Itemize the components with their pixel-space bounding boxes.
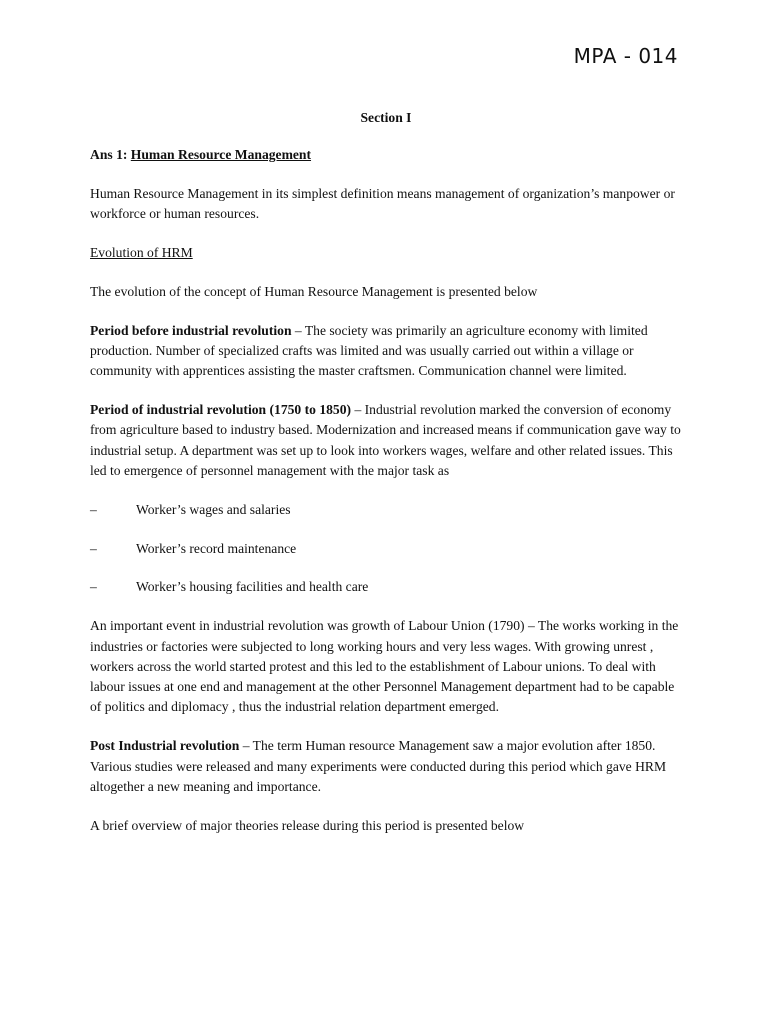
list-item-text: Worker’s housing facilities and health care	[136, 579, 369, 595]
evolution-heading: Evolution of HRM	[90, 245, 193, 261]
list-item	[90, 500, 682, 520]
list-item	[90, 577, 682, 597]
list-item	[90, 539, 682, 559]
period-before-text: – The society was primarily an agriculture economy with limited production. Number of specialized crafts was limited and was usually carried out within a village or community with apprentices assisting the master craftsmen. Communication channel were limited.	[90, 322, 648, 379]
period-before-lead: Period before industrial revolution	[90, 322, 292, 338]
post-revolution-lead: Post Industrial revolution	[90, 738, 240, 754]
period-during-paragraph	[90, 400, 682, 481]
overview-paragraph: A brief overview of major theories release during this period is presented below	[90, 817, 525, 833]
answer-title: Human Resource Management	[130, 147, 312, 163]
list-dash: –	[90, 501, 97, 517]
period-during-lead: Period of industrial revolution (1750 to 1850)	[90, 402, 352, 418]
answer-heading	[90, 145, 682, 165]
period-before-paragraph	[90, 321, 682, 382]
list-dash: –	[90, 540, 97, 556]
list-item-text: Worker’s wages and salaries	[136, 501, 291, 517]
post-revolution-text: – The term Human resource Management saw a major evolution after 1850. Various studies were released and many experiments were conducted during this period which gave HRM altogether a new meaning and importance.	[90, 738, 667, 794]
evolution-intro: The evolution of the concept of Human Resource Management is presented below	[90, 283, 538, 299]
section-title: Section I	[360, 110, 412, 125]
period-during-text: – Industrial revolution marked the conversion of economy from agriculture based to industry based. Modernization and increased means if communication gave way to industrial setup. A department was set up to look into workers wages, welfare and other related issues. This led to emergence of personnel management with the major task as	[90, 402, 681, 479]
list-dash: –	[90, 579, 97, 595]
answer-prefix: Ans 1:	[90, 147, 128, 163]
intro-paragraph: Human Resource Management in its simplest definition means management of organization’s manpower or workforce or human resources.	[90, 186, 675, 222]
list-item-text: Worker’s record maintenance	[136, 540, 297, 556]
course-code: MPA - 014	[573, 44, 678, 68]
document-body	[90, 108, 682, 854]
labour-union-paragraph: An important event in industrial revolution was growth of Labour Union (1790) – The works working in the industries or factories were subjected to long working hours and very less wages. With growing unrest , workers across the world started protest and this led to the establishment of Labour unions. To deal with labour issues at one end and management at the other Personnel Management department had to be capable of politics and diplomacy , thus the industrial relation department emerged.	[90, 618, 679, 715]
post-revolution-paragraph	[90, 736, 682, 797]
